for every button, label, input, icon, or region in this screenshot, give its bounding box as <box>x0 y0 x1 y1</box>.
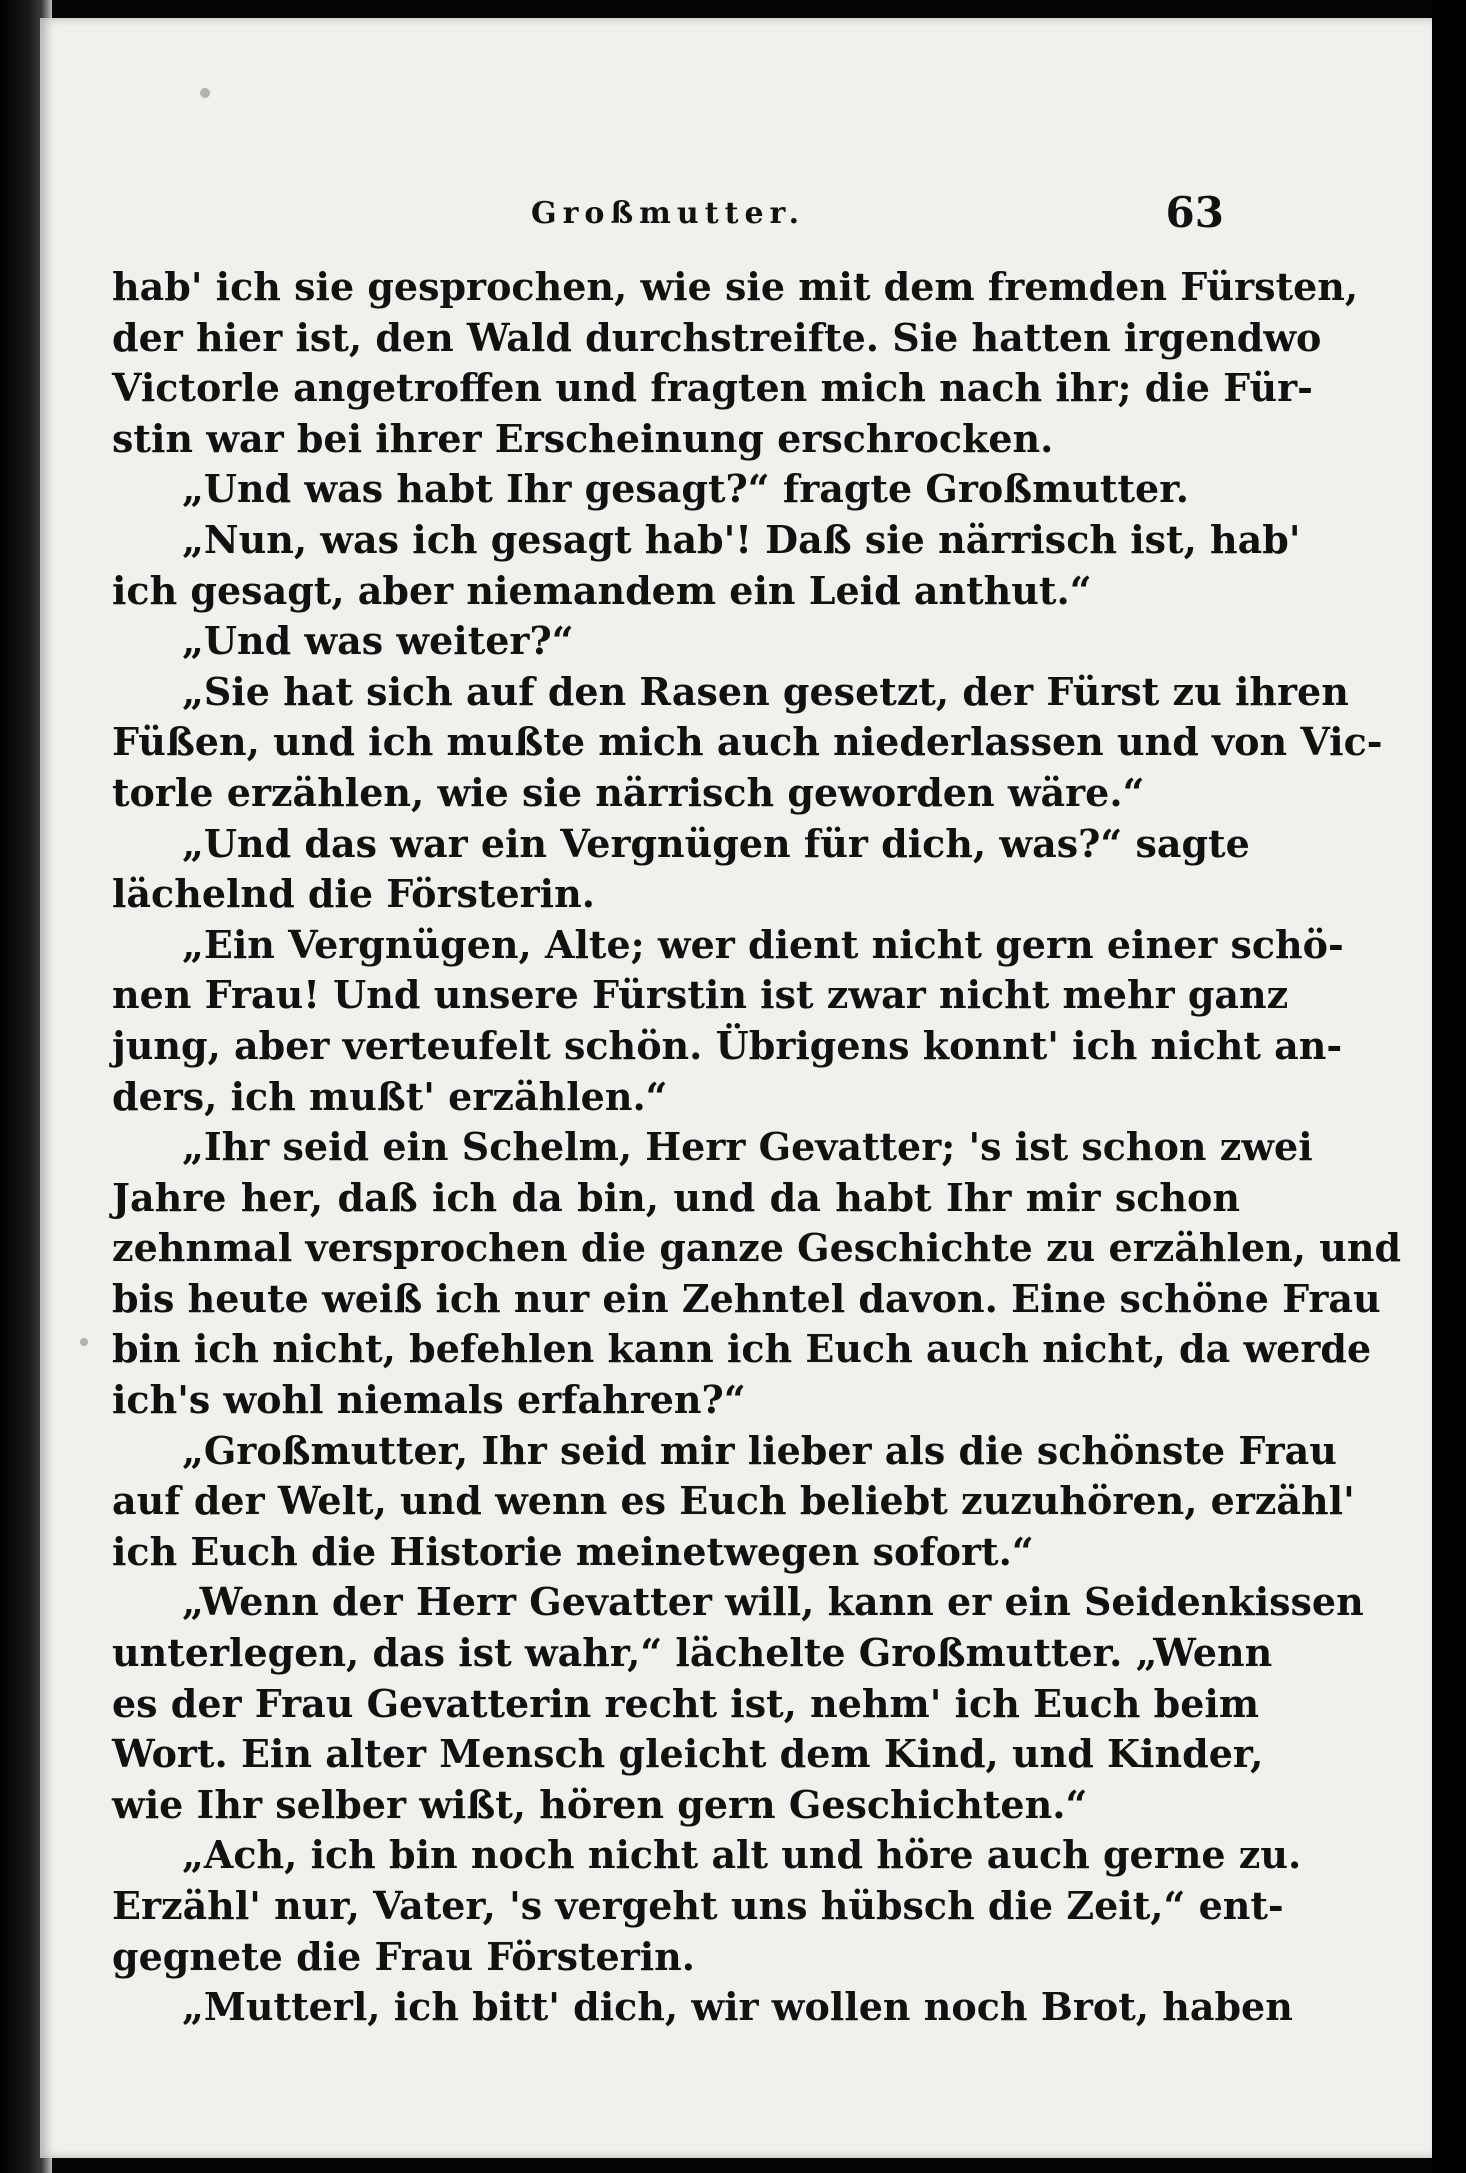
text-line: „Ihr seid ein Schelm, Herr Gevatter; 's ist schon zwei <box>182 1124 1313 1170</box>
text-line: Erzähl' nur, Vater, 's vergeht uns hübsch die Zeit,“ ent- <box>112 1883 1284 1928</box>
text-line: „Und das war ein Vergnügen für dich, was?“ sagte <box>182 820 1250 866</box>
text-line: auf der Welt, und wenn es Euch beliebt zuzuhören, erzähl' <box>112 1478 1355 1524</box>
text-line: „Und was weiter?“ <box>182 618 574 664</box>
text-line: „Wenn der Herr Gevatter will, kann er ein Seidenkissen <box>182 1579 1364 1625</box>
text-line: zehnmal versprochen die ganze Geschichte zu erzählen, und <box>112 1225 1402 1271</box>
text-line: Wort. Ein alter Mensch gleicht dem Kind, und Kinder, <box>112 1731 1264 1777</box>
text-line: Füßen, und ich mußte mich auch niederlassen und von Vic- <box>112 719 1383 765</box>
ink-spot <box>200 88 210 98</box>
text-line: gegnete die Frau Försterin. <box>112 1933 696 1979</box>
text-line: nen Frau! Und unsere Fürstin ist zwar nicht mehr ganz <box>112 972 1289 1018</box>
text-line: bis heute weiß ich nur ein Zehntel davon. Eine schöne Frau <box>112 1275 1381 1321</box>
text-line: „Ach, ich bin noch nicht alt und höre auch gerne zu. <box>182 1832 1302 1878</box>
body-text <box>112 262 1402 2033</box>
text-line: stin war bei ihrer Erscheinung erschrocken. <box>112 415 1054 461</box>
text-line: „Ein Vergnügen, Alte; wer dient nicht gern einer schö- <box>182 921 1344 967</box>
text-line: jung, aber verteufelt schön. Übrigens konnt' ich nicht an- <box>112 1022 1343 1068</box>
text-line: torle erzählen, wie sie närrisch geworden wäre.“ <box>112 769 1145 815</box>
page-header <box>112 188 1224 240</box>
text-line: „Nun, was ich gesagt hab'! Daß sie närrisch ist, hab' <box>182 516 1301 562</box>
text-line: wie Ihr selber wißt, hören gern Geschichten.“ <box>112 1781 1088 1827</box>
text-line: „Mutterl, ich bitt' dich, wir wollen noch Brot, haben <box>182 1984 1293 2030</box>
text-line: ders, ich mußt' erzählen.“ <box>112 1073 668 1119</box>
running-title: Großmutter. <box>530 196 806 231</box>
text-line: Victorle angetroffen und fragten mich nach ihr; die Für- <box>112 365 1313 411</box>
scan-border-right <box>1432 0 1466 2173</box>
text-line: unterlegen, das ist wahr,“ lächelte Großmutter. „Wenn <box>112 1630 1273 1676</box>
page-number: 63 <box>1165 188 1224 237</box>
text-line: es der Frau Gevatterin recht ist, nehm' ich Euch beim <box>112 1680 1260 1726</box>
text-line: ich Euch die Historie meinetwegen sofort.“ <box>112 1528 1034 1574</box>
text-line: „Und was habt Ihr gesagt?“ fragte Großmutter. <box>182 466 1189 512</box>
text-line: lächelnd die Försterin. <box>112 871 595 917</box>
text-line: der hier ist, den Wald durchstreifte. Sie hatten irgendwo <box>112 314 1322 360</box>
text-line: hab' ich sie gesprochen, wie sie mit dem fremden Fürsten, <box>112 264 1359 309</box>
text-line: bin ich nicht, befehlen kann ich Euch auch nicht, da werde <box>112 1326 1372 1372</box>
ink-spot <box>80 1338 88 1346</box>
text-line: „Sie hat sich auf den Rasen gesetzt, der Fürst zu ihren <box>182 668 1349 714</box>
text-line: ich gesagt, aber niemandem ein Leid anthut.“ <box>112 567 1092 613</box>
text-line: ich's wohl niemals erfahren?“ <box>112 1377 746 1423</box>
text-line: Jahre her, daß ich da bin, und da habt Ihr mir schon <box>112 1174 1240 1220</box>
text-line: „Großmutter, Ihr seid mir lieber als die schönste Frau <box>182 1427 1337 1473</box>
